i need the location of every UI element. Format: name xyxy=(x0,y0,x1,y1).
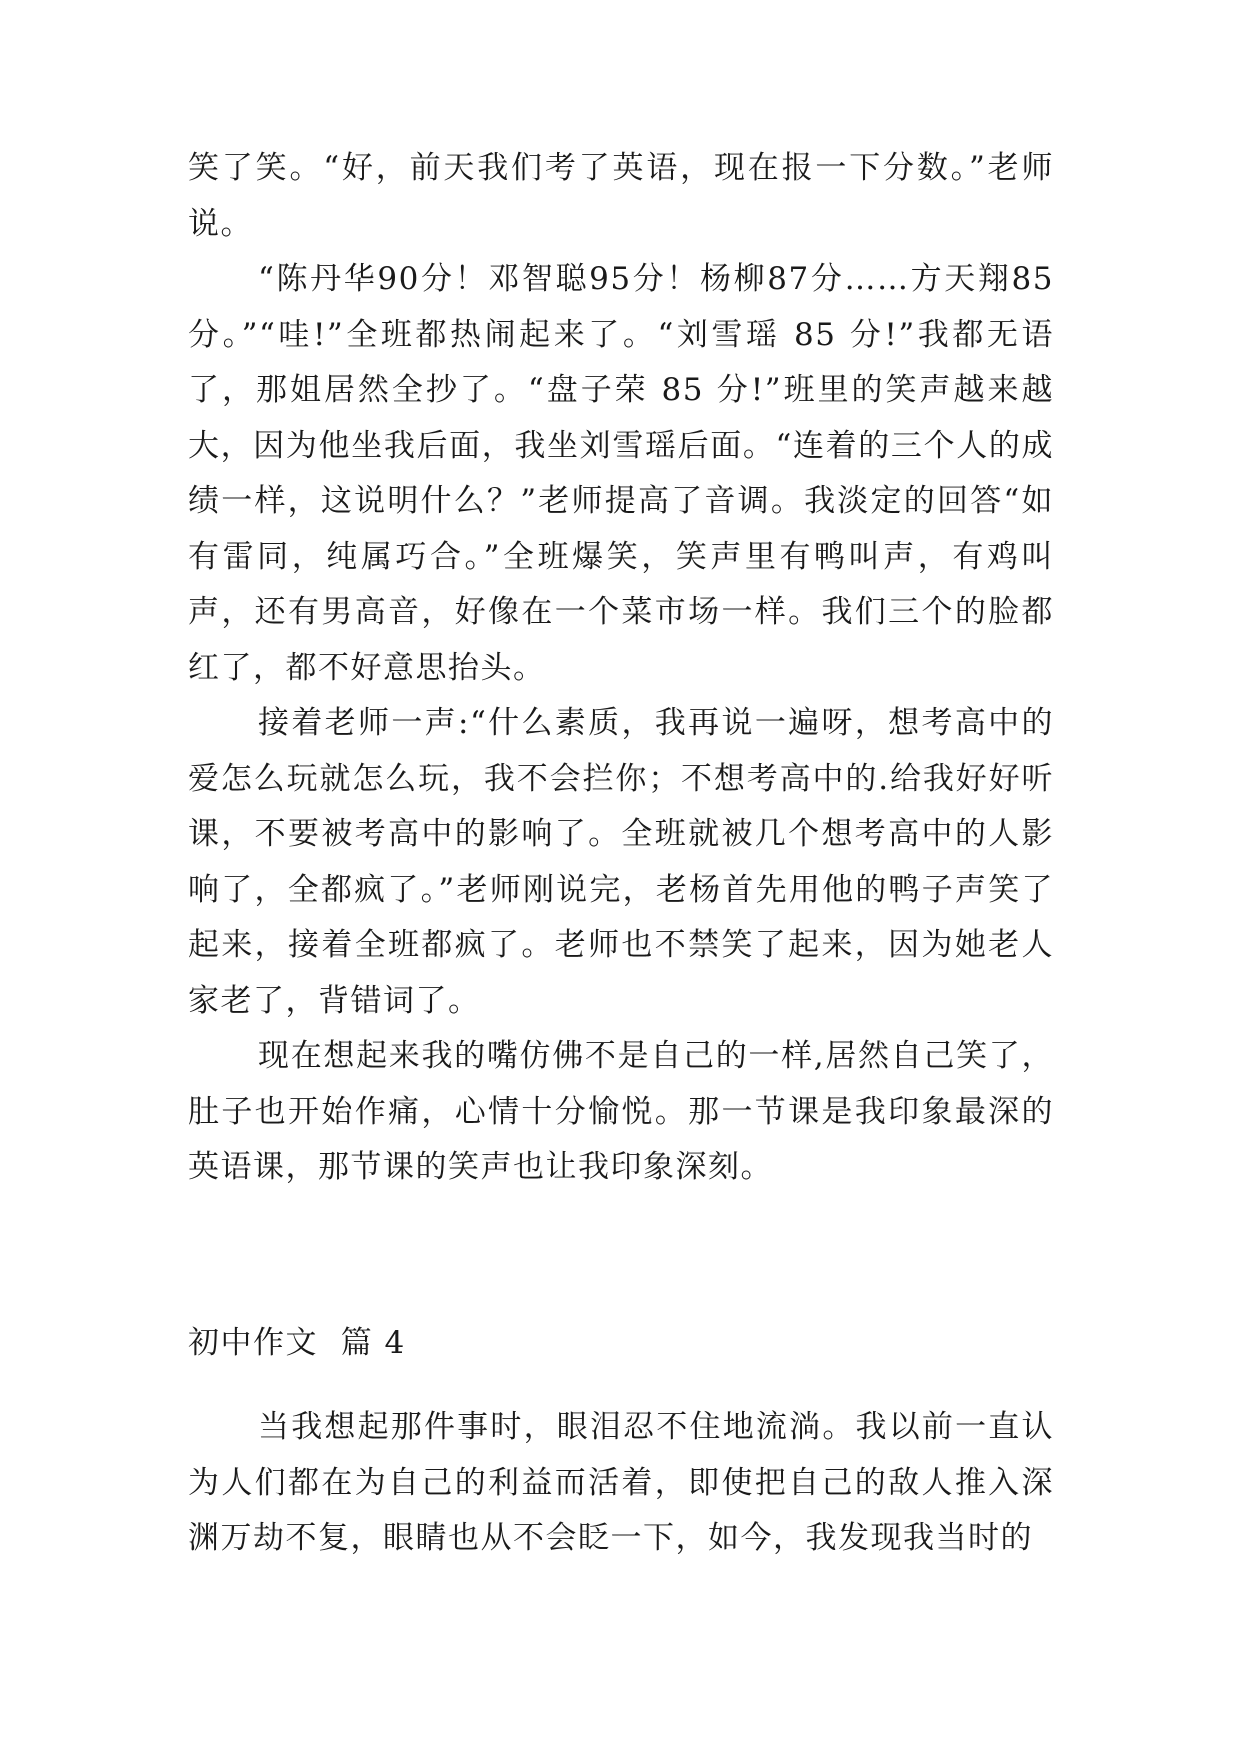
section-heading: 初中作文 篇 4 xyxy=(188,1325,406,1361)
paragraph-essay-4-start: 当我想起那件事时，眼泪忍不住地流淌。我以前一直认为人们都在为自己的利益而活着，即使把自己的敌人推入深渊万劫不复，眼睛也从不会眨一下，如今，我发现我当时的 xyxy=(188,1409,1054,1556)
paragraph-score-report: “陈丹华90分！邓智聪95分！杨柳87分……方天翔85分。”“哇!”全班都热闹起来了。“刘雪瑶 85 分!”我都无语了，那姐居然全抄了。“盘子荣 85 分!”班里的笑声越来越大，因为他坐我后面，我坐刘雪瑶后面。“连着的三个人的成绩一样，这说明什么？”老师提高了音调。我淡定的回答“如有雷同，纯属巧合。”全班爆笑，笑声里有鸭叫声，有鸡叫声，还有男高音，好像在一个菜市场一样。我们三个的脸都红了，都不好意思抬头。 xyxy=(188,261,1054,686)
paragraph-teacher-remark: 接着老师一声:“什么素质，我再说一遍呀，想考高中的爱怎么玩就怎么玩，我不会拦你；不想考高中的.给我好好听课，不要被考高中的影响了。全班就被几个想考高中的人影响了，全都疯了。”老师刚说完，老杨首先用他的鸭子声笑了起来，接着全班都疯了。老师也不禁笑了起来，因为她老人家老了，背错词了。 xyxy=(188,705,1054,1019)
paragraph-continued: 笑了笑。“好，前天我们考了英语，现在报一下分数。”老师说。 xyxy=(188,150,1054,242)
paragraph-reflection: 现在想起来我的嘴仿佛不是自己的一样,居然自己笑了，肚子也开始作痛，心情十分愉悦。那一节课是我印象最深的英语课，那节课的笑声也让我印象深刻。 xyxy=(188,1038,1054,1185)
